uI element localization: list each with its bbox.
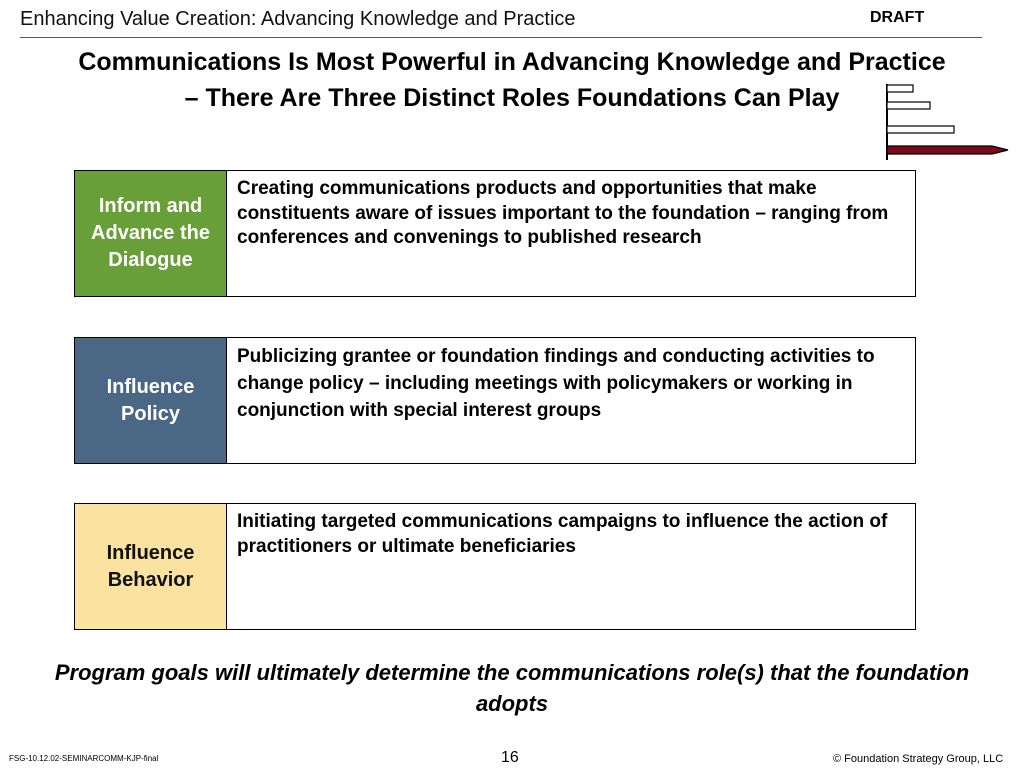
header-title: Enhancing Value Creation: Advancing Knowledge and Practice xyxy=(20,8,576,30)
slide-title-line-1: Communications Is Most Powerful in Advancing Knowledge and Practice xyxy=(78,48,946,76)
role-description: Publicizing grantee or foundation findings and conducting activities to change policy – including meetings with policymakers or working in conjunction with special interest groups xyxy=(237,346,875,421)
progress-bars-icon xyxy=(884,84,1014,160)
footer-document-code: FSG-10.12.02-SEMINARCOMM-KJP-final xyxy=(9,754,159,763)
role-label: Inform and Advance the Dialogue xyxy=(75,171,227,296)
role-row-influence-behavior xyxy=(74,503,916,630)
role-label: Influence Behavior xyxy=(75,504,227,629)
draft-label: DRAFT xyxy=(870,9,925,26)
role-label: Influence Policy xyxy=(75,338,227,463)
slide-title-line-2: – There Are Three Distinct Roles Foundations Can Play xyxy=(184,84,840,112)
header-divider xyxy=(20,37,982,38)
slide-title xyxy=(0,44,1024,116)
page-number: 16 xyxy=(501,749,519,766)
copyright-notice: © Foundation Strategy Group, LLC xyxy=(833,753,1004,765)
role-description: Initiating targeted communications campaigns to influence the action of practitioners or ultimate beneficiaries xyxy=(237,511,888,557)
conclusion-text: Program goals will ultimately determine the communications role(s) that the foundation adopts xyxy=(54,660,970,716)
highlight-arrow-bar xyxy=(887,146,1008,154)
role-row-influence-policy xyxy=(74,337,916,464)
role-row-inform-dialogue xyxy=(74,170,916,297)
role-description: Creating communications products and opportunities that make constituents aware of issues important to the foundation – ranging from conferences and convenings to published research xyxy=(237,178,889,248)
